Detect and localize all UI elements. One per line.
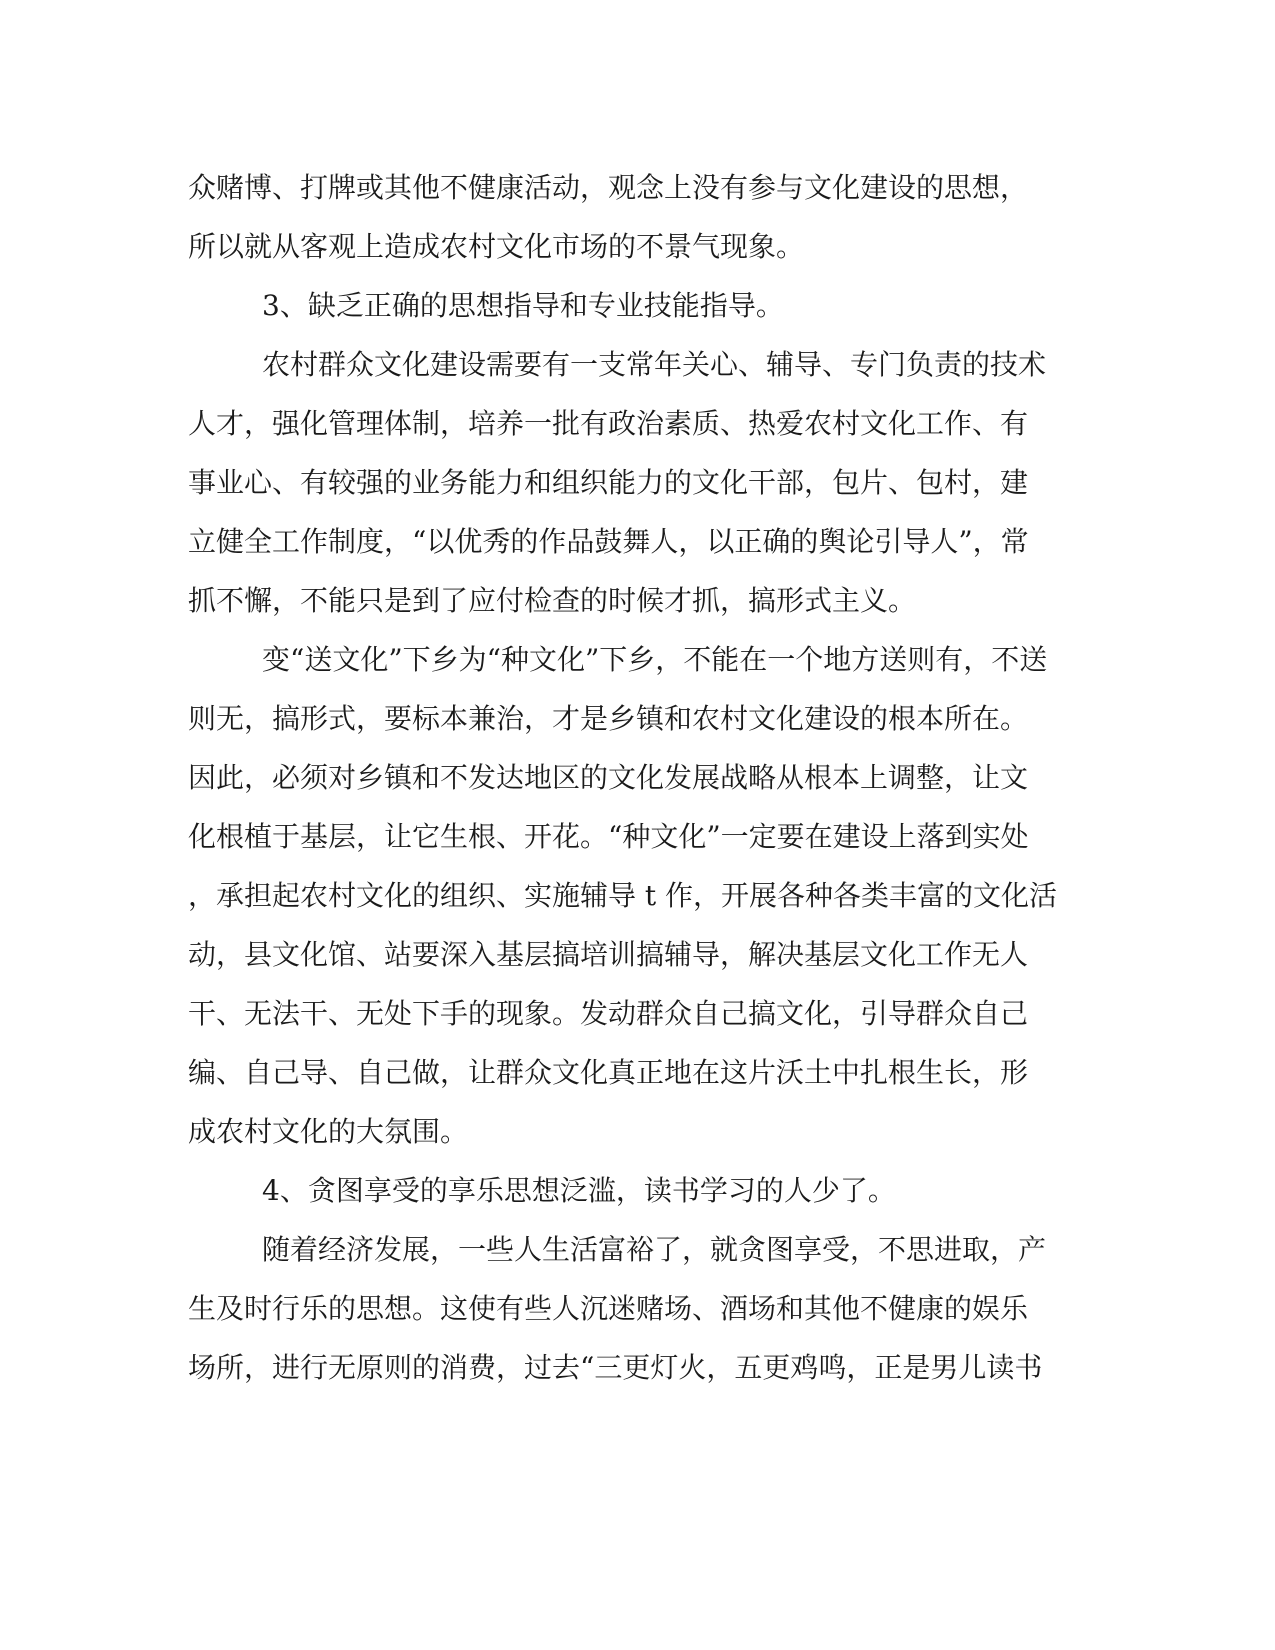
text-line: ，承担起农村文化的组织、实施辅导 t 作，开展各种各类丰富的文化活 [188,879,1058,912]
text-line: 生及时行乐的思想。这使有些人沉迷赌场、酒场和其他不健康的娱乐 [188,1292,1029,1325]
text-line: 化根植于基层，让它生根、开花。“种文化”一定要在建设上落到实处 [188,820,1029,853]
section-heading-4: 4、贪图享受的享乐思想泛滥，读书学习的人少了。 [262,1174,896,1207]
text-line: 所以就从客观上造成农村文化市场的不景气现象。 [188,230,805,263]
section-heading-3: 3、缺乏正确的思想指导和专业技能指导。 [262,289,784,322]
body-text [188,158,1088,1397]
text-line: 场所，进行无原则的消费，过去“三更灯火，五更鸡鸣，正是男儿读书 [188,1351,1043,1384]
text-line: 变“送文化”下乡为“种文化”下乡，不能在一个地方送则有，不送 [262,643,1048,676]
text-line: 干、无法干、无处下手的现象。发动群众自己搞文化，引导群众自己 [188,997,1029,1030]
text-line: 编、自己导、自己做，让群众文化真正地在这片沃土中扎根生长，形 [188,1056,1029,1089]
text-line: 因此，必须对乡镇和不发达地区的文化发展战略从根本上调整，让文 [188,761,1029,794]
text-line: 事业心、有较强的业务能力和组织能力的文化干部，包片、包村，建 [188,466,1029,499]
text-line: 农村群众文化建设需要有一支常年关心、辅导、专门负责的技术 [262,348,1047,381]
text-line: 众赌博、打牌或其他不健康活动，观念上没有参与文化建设的思想， [188,171,1029,204]
text-line: 随着经济发展，一些人生活富裕了，就贪图享受，不思进取，产 [262,1233,1047,1266]
text-line: 人才，强化管理体制，培养一批有政治素质、热爱农村文化工作、有 [188,407,1029,440]
text-line: 抓不懈，不能只是到了应付检查的时候才抓，搞形式主义。 [188,584,917,617]
text-line: 则无，搞形式，要标本兼治，才是乡镇和农村文化建设的根本所在。 [188,702,1029,735]
text-line: 成农村文化的大氛围。 [188,1115,469,1148]
text-line: 立健全工作制度，“以优秀的作品鼓舞人，以正确的舆论引导人”，常 [188,525,1029,558]
text-line: 动，县文化馆、站要深入基层搞培训搞辅导，解决基层文化工作无人 [188,938,1029,971]
